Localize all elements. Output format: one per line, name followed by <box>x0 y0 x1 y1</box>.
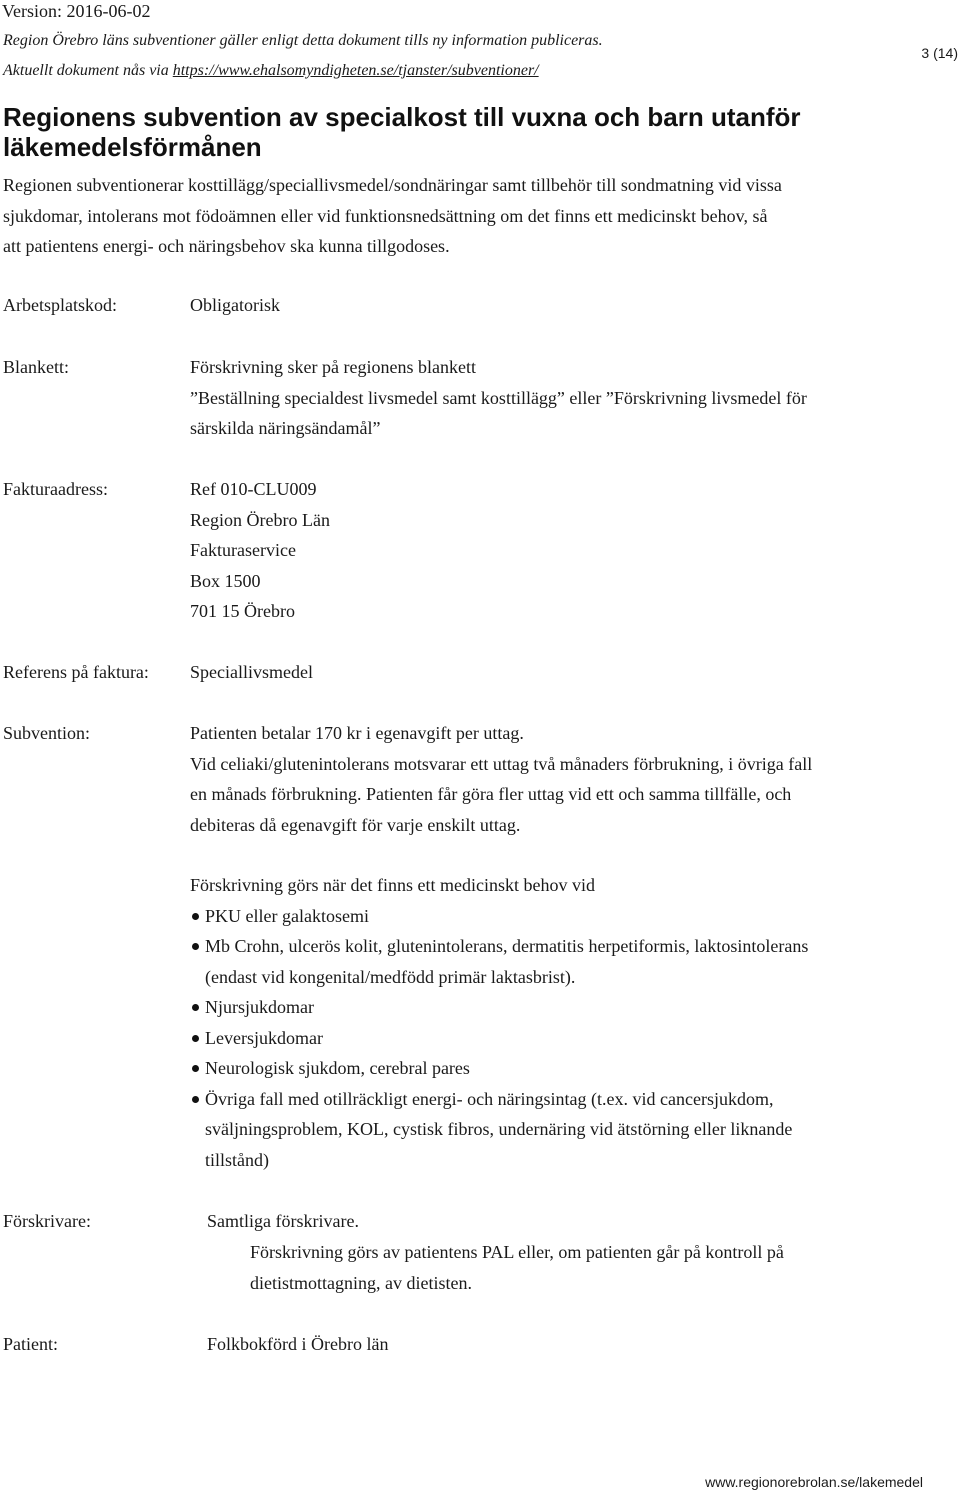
address-line: Box 1500 <box>190 570 261 591</box>
conditions-block <box>190 870 808 1175</box>
address-line: Ref 010-CLU009 <box>190 479 317 499</box>
condition-line: Njursjukdomar <box>205 997 314 1017</box>
intro-line: att patientens energi- och näringsbehov ska kunna tillgodoses. <box>3 236 450 256</box>
forskrivare-line: Förskrivning görs av patientens PAL eller, om patienten går på kontroll på <box>250 1242 784 1262</box>
subvention-line: en månads förbrukning. Patienten får göra fler uttag vid ett och samma tillfälle, och <box>190 784 792 804</box>
address-line: Region Örebro Län <box>190 509 330 530</box>
condition-item <box>190 1023 808 1054</box>
condition-item <box>190 992 808 1023</box>
blankett-line: Förskrivning sker på regionens blankett <box>190 357 476 377</box>
condition-line: Övriga fall med otillräckligt energi- och näringsintag (t.ex. vid cancersjukdom, <box>205 1088 774 1109</box>
subventioner-link[interactable]: https://www.ehalsomyndigheten.se/tjanster/subventioner/ <box>172 62 539 79</box>
address-line: 701 15 Örebro <box>190 601 295 621</box>
page-title: Regionens subvention av specialkost till vuxna och barn utanför läkemedelsförmånen <box>3 102 801 162</box>
forskrivare-line: dietistmottagning, av dietisten. <box>250 1272 472 1293</box>
blankett-label: Blankett: <box>3 357 69 377</box>
condition-item <box>190 1084 808 1176</box>
arbetsplatskod-value: Obligatorisk <box>190 295 280 315</box>
condition-line: Mb Crohn, ulcerös kolit, glutenintolerans, dermatitis herpetiformis, laktosintolerans <box>205 936 809 956</box>
condition-line: Leversjukdomar <box>205 1027 323 1048</box>
condition-line: Neurologisk sjukdom, cerebral pares <box>205 1058 470 1078</box>
forskrivare-value: Samtliga förskrivare. <box>207 1211 359 1231</box>
condition-item <box>190 901 808 932</box>
subvention-value <box>190 718 812 840</box>
current-document-notice <box>3 61 539 81</box>
subvention-label: Subvention: <box>3 723 91 743</box>
forskrivare-label: Förskrivare: <box>3 1211 91 1231</box>
fakturaadress-label: Fakturaadress: <box>3 479 108 499</box>
blankett-line: ”Beställning specialdest livsmedel samt kosttillägg” eller ”Förskrivning livsmedel för <box>190 387 807 408</box>
blankett-value <box>190 352 807 444</box>
referens-value: Speciallivsmedel <box>190 662 313 682</box>
address-line: Fakturaservice <box>190 540 296 560</box>
intro-line: Regionen subventionerar kosttillägg/speciallivsmedel/sondnäringar samt tillbehör till sondmatning vid vissa <box>3 175 782 195</box>
current-document-prefix: Aktuellt dokument nås via <box>3 62 173 79</box>
subvention-line: debiteras då egenavgift för varje enskilt uttag. <box>190 814 521 835</box>
fakturaadress-value <box>190 474 330 627</box>
condition-item <box>190 931 808 992</box>
condition-line: PKU eller galaktosemi <box>205 905 369 926</box>
conditions-list <box>190 901 808 1176</box>
subvention-line: Patienten betalar 170 kr i egenavgift per uttag. <box>190 723 524 743</box>
subvention-line: Vid celiaki/glutenintolerans motsvarar ett uttag två månaders förbrukning, i övriga fall <box>190 753 813 774</box>
validity-notice: Region Örebro läns subventioner gäller enligt detta dokument tills ny information publiceras. <box>3 32 603 49</box>
intro-line: sjukdomar, intolerans mot födoämnen eller vid funktionsnedsättning om det finns ett medicinskt behov, så <box>3 205 768 226</box>
forskrivare-details <box>250 1237 784 1298</box>
page-number: 3 (14) <box>921 45 958 61</box>
blankett-line: särskilda näringsändamål” <box>190 418 381 438</box>
referens-label: Referens på faktura: <box>3 662 149 682</box>
arbetsplatskod-label: Arbetsplatskod: <box>3 295 117 315</box>
patient-label: Patient: <box>3 1334 58 1354</box>
conditions-intro: Förskrivning görs när det finns ett medicinskt behov vid <box>190 875 595 895</box>
condition-item <box>190 1053 808 1084</box>
patient-value: Folkbokförd i Örebro län <box>207 1334 389 1354</box>
footer-website: www.regionorebrolan.se/lakemedel <box>705 1474 923 1490</box>
condition-line: tillstånd) <box>205 1149 269 1170</box>
version-text: Version: 2016-06-02 <box>2 1 151 21</box>
condition-line: sväljningsproblem, KOL, cystisk fibros, undernäring vid ätstörning eller liknande <box>205 1119 793 1139</box>
condition-line: (endast vid kongenital/medfödd primär laktasbrist). <box>205 966 576 987</box>
intro-paragraph <box>3 170 948 262</box>
